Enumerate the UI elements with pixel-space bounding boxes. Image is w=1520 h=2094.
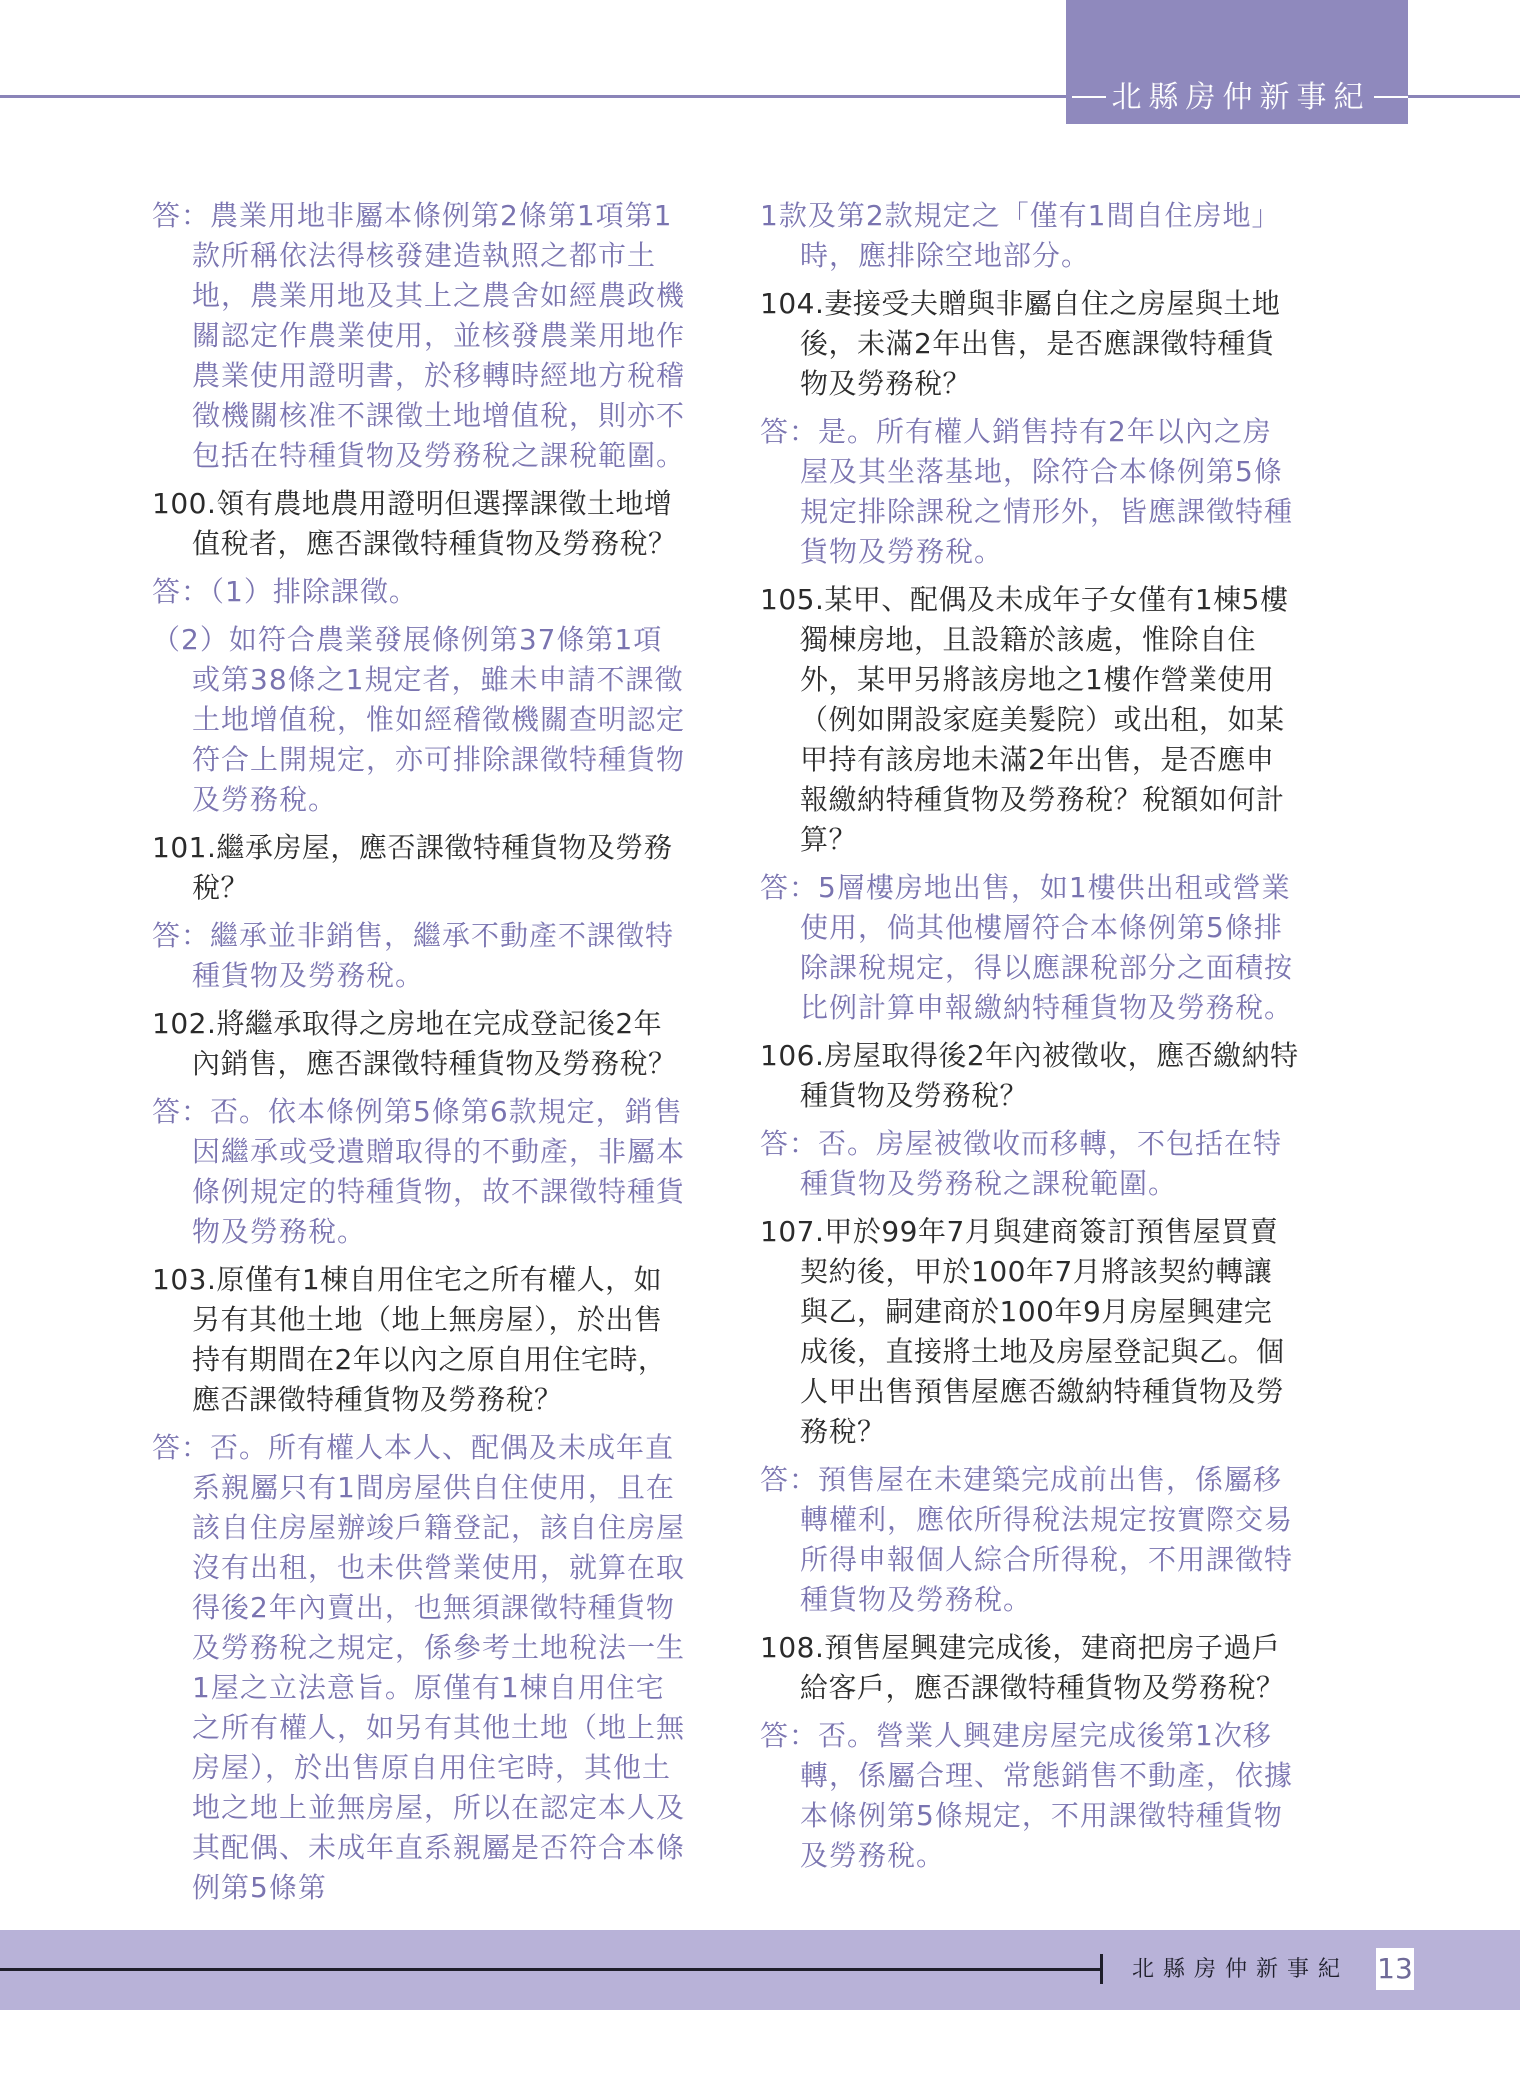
question-106: 106.房屋取得後2年內被徵收，應否繳納特種貨物及勞務稅？ — [760, 1039, 1299, 1112]
answer-103-continued: 1款及第2款規定之「僅有1間自住房地」時，應排除空地部分。 — [760, 199, 1281, 272]
header-rule-left — [0, 95, 1068, 98]
question-108: 108.預售屋興建完成後，建商把房子過戶給客戶，應否課徵特種貨物及勞務稅？ — [760, 1631, 1285, 1704]
header-rule-right — [1408, 95, 1520, 98]
question-101: 101.繼承房屋，應否課徵特種貨物及勞務稅？ — [152, 831, 673, 904]
answer-100-part2: （2）如符合農業發展條例第37條第1項或第38條之1規定者，雖未申請不課徵土地增值稅，惟如經稽徵機關查明認定符合上開規定，亦可排除課徵特種貨物及勞務稅。 — [152, 623, 686, 816]
answer-102: 答：否。依本條例第5條第6款規定，銷售因繼承或受遺贈取得的不動產，非屬本條例規定的特種貨物，故不課徵特種貨物及勞務稅。 — [152, 1095, 686, 1248]
footer-rule — [0, 1968, 1100, 1971]
question-100: 100.領有農地農用證明但選擇課徵土地增值稅者，應否課徵特種貨物及勞務稅？ — [152, 487, 677, 560]
answer-099: 答：農業用地非屬本條例第2條第1項第1款所稱依法得核發建造執照之都市土地，農業用地及其上之農舍如經農政機關認定作農業使用，並核發農業用地作農業使用證明書，於移轉時經地方稅稽徵機關核准不課徵土地增值稅，則亦不包括在特種貨物及勞務稅之課稅範圍。 — [152, 199, 686, 472]
header-tab-line-left — [1072, 96, 1106, 98]
question-102: 102.將繼承取得之房地在完成登記後2年內銷售，應否課徵特種貨物及勞務稅？ — [152, 1007, 677, 1080]
answer-105: 答：5層樓房地出售，如1樓供出租或營業使用，倘其他樓層符合本條例第5條排除課稅規定，得以應課稅部分之面積按比例計算申報繳納特種貨物及勞務稅。 — [760, 871, 1294, 1024]
page-number: 13 — [1376, 1948, 1414, 1990]
answer-103: 答：否。所有權人本人、配偶及未成年直系親屬只有1間房屋供自住使用，且在該自住房屋辦竣戶籍登記，該自住房屋沒有出租，也未供營業使用，就算在取得後2年內賣出，也無須課徵特種貨物及勞務稅之規定，係參考土地稅法一生1屋之立法意旨。原僅有1棟自用住宅之所有權人，如另有其他土地（地上無房屋），於出售原自用住宅時，其他土地之地上並無房屋，所以在認定本人及其配偶、未成年直系親屬是否符合本條例第5條第 — [152, 1431, 686, 1904]
header-tab-line-right — [1374, 96, 1408, 98]
footer-rule-tick — [1100, 1954, 1103, 1984]
question-107: 107.甲於99年7月與建商簽訂預售屋買賣契約後，甲於100年7月將該契約轉讓與乙，嗣建商於100年9月房屋興建完成後，直接將土地及房屋登記與乙。個人甲出售預售屋應否繳納特種貨物及勞務稅？ — [760, 1215, 1285, 1448]
header-tab — [1066, 0, 1408, 124]
question-104: 104.妻接受夫贈與非屬自住之房屋與土地後，未滿2年出售，是否應課徵特種貨物及勞務稅？ — [760, 287, 1281, 400]
answer-106: 答：否。房屋被徵收而移轉，不包括在特種貨物及勞務稅之課稅範圍。 — [760, 1127, 1283, 1200]
footer-title: 北縣房仲新事紀 — [1132, 1957, 1350, 1982]
answer-100-part1: 答：（1）排除課徵。 — [152, 575, 418, 608]
answer-104: 答：是。所有權人銷售持有2年以內之房屋及其坐落基地，除符合本條例第5條規定排除課稅之情形外，皆應課徵特種貨物及勞務稅。 — [760, 415, 1294, 568]
header-title: 北縣房仲新事紀 — [1111, 80, 1371, 115]
question-103: 103.原僅有1棟自用住宅之所有權人，如另有其他土地（地上無房屋），於出售持有期間在2年以內之原自用住宅時，應否課徵特種貨物及勞務稅？ — [152, 1263, 667, 1416]
answer-101: 答：繼承並非銷售，繼承不動產不課徵特種貨物及勞務稅。 — [152, 919, 675, 992]
answer-108: 答：否。營業人興建房屋完成後第1次移轉，係屬合理、常態銷售不動產，依據本條例第5條規定，不用課徵特種貨物及勞務稅。 — [760, 1719, 1294, 1872]
answer-107: 答：預售屋在未建築完成前出售，係屬移轉權利，應依所得稅法規定按實際交易所得申報個人綜合所得稅，不用課徵特種貨物及勞務稅。 — [760, 1463, 1294, 1616]
left-column — [152, 196, 688, 1916]
right-column — [760, 196, 1300, 1884]
footer-band — [0, 1930, 1520, 2010]
question-105: 105.某甲、配偶及未成年子女僅有1棟5樓獨棟房地，且設籍於該處，惟除自住外，某甲另將該房地之1樓作營業使用（例如開設家庭美髮院）或出租，如某甲持有該房地未滿2年出售，是否應申報繳納特種貨物及勞務稅？稅額如何計算？ — [760, 583, 1289, 856]
